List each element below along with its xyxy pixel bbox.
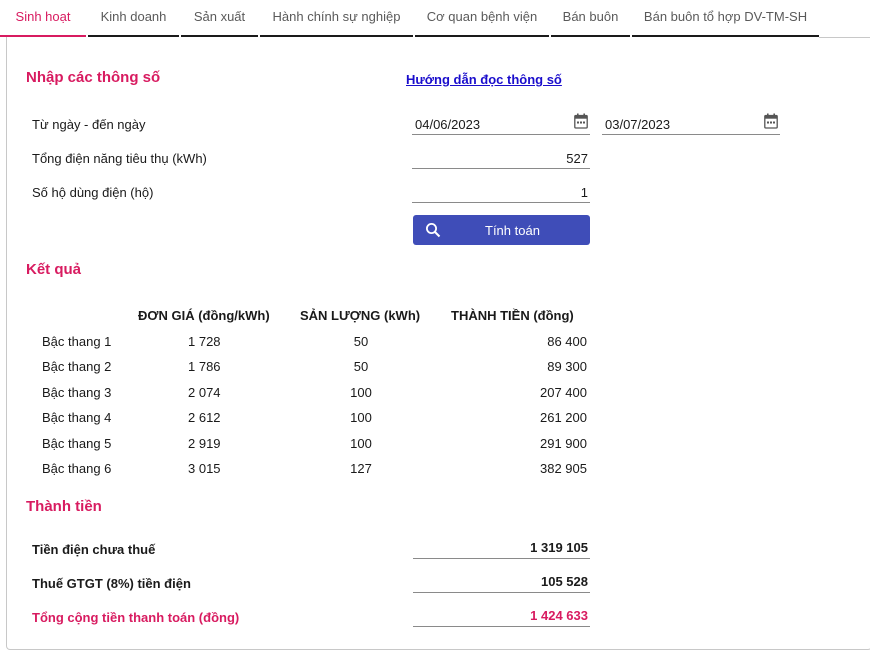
calculate-button-label: Tính toán	[485, 223, 540, 238]
amount-cell: 86 400	[547, 334, 587, 349]
energy-value: 527	[566, 151, 588, 166]
amount-cell: 382 905	[540, 461, 587, 476]
tab-label: Kinh doanh	[100, 9, 167, 24]
households-value: 1	[580, 185, 588, 200]
date-to-field[interactable]	[602, 113, 780, 135]
date-range-label: Từ ngày - đến ngày	[32, 117, 146, 132]
tab-hanh-chinh-su-nghiep[interactable]	[260, 0, 413, 37]
tab-label: Bán buôn tổ hợp DV-TM-SH	[643, 9, 808, 24]
vat-field	[413, 569, 590, 593]
calendar-icon[interactable]	[764, 113, 778, 129]
tier-cell: Bậc thang 5	[42, 436, 112, 451]
tier-cell: Bậc thang 6	[42, 461, 112, 476]
grand-total-label: Tổng cộng tiền thanh toán (đồng)	[32, 610, 240, 625]
amount-cell: 261 200	[540, 410, 587, 425]
header-unit-price: ĐƠN GIÁ (đồng/kWh)	[138, 308, 270, 323]
price-cell: 3 015	[188, 461, 221, 476]
result-section-title: Kết quả	[26, 261, 82, 278]
date-from-field[interactable]	[412, 113, 590, 135]
amount-cell: 89 300	[547, 359, 587, 374]
header-amount: THÀNH TIỀN (đồng)	[451, 308, 574, 323]
price-cell: 1 728	[188, 334, 221, 349]
households-label: Số hộ dùng điện (hộ)	[32, 185, 154, 200]
search-icon	[425, 222, 441, 238]
amount-cell: 291 900	[540, 436, 587, 451]
date-to-value: 03/07/2023	[605, 117, 671, 132]
tab-label: Cơ quan bệnh viện	[426, 9, 538, 24]
tier-cell: Bậc thang 3	[42, 385, 112, 400]
price-cell: 1 786	[188, 359, 221, 374]
tab-kinh-doanh[interactable]	[88, 0, 179, 37]
vat-value: 105 528	[541, 574, 588, 589]
tier-cell: Bậc thang 4	[42, 410, 112, 425]
quantity-cell: 100	[350, 410, 372, 425]
tab-ban-buon[interactable]	[551, 0, 630, 37]
tab-ban-buon-to-hop[interactable]	[632, 0, 819, 37]
calendar-icon[interactable]	[574, 113, 588, 129]
tab-sinh-hoat[interactable]	[0, 0, 86, 37]
grand-total-field	[413, 603, 590, 627]
pretax-field	[413, 535, 590, 559]
pretax-label: Tiền điện chưa thuế	[32, 542, 156, 557]
households-input[interactable]	[412, 181, 590, 203]
input-section-title: Nhập các thông số	[26, 69, 161, 86]
total-section-title: Thành tiền	[26, 498, 102, 515]
quantity-cell: 50	[353, 359, 369, 374]
tab-label: Bán buôn	[562, 9, 619, 24]
tab-co-quan-benh-vien[interactable]	[415, 0, 549, 37]
tab-label: Sản xuất	[193, 9, 246, 24]
price-cell: 2 919	[188, 436, 221, 451]
guide-link[interactable]: Hướng dẫn đọc thông số	[406, 72, 562, 87]
tab-san-xuat[interactable]	[181, 0, 258, 37]
vat-label: Thuế GTGT (8%) tiền điện	[32, 576, 191, 591]
header-quantity: SẢN LƯỢNG (kWh)	[300, 308, 421, 323]
date-from-value: 04/06/2023	[415, 117, 481, 132]
calculate-button[interactable]	[413, 215, 590, 245]
pretax-value: 1 319 105	[530, 540, 588, 555]
grand-total-value: 1 424 633	[530, 608, 588, 623]
quantity-cell: 100	[350, 385, 372, 400]
tier-cell: Bậc thang 1	[42, 334, 112, 349]
price-cell: 2 612	[188, 410, 221, 425]
tier-cell: Bậc thang 2	[42, 359, 112, 374]
energy-label: Tổng điện năng tiêu thụ (kWh)	[32, 151, 207, 166]
quantity-cell: 50	[353, 334, 369, 349]
tab-bar	[0, 0, 870, 37]
price-cell: 2 074	[188, 385, 221, 400]
tab-label: Sinh hoạt	[15, 9, 71, 24]
quantity-cell: 127	[350, 461, 372, 476]
amount-cell: 207 400	[540, 385, 587, 400]
tab-label: Hành chính sự nghiệp	[272, 9, 401, 24]
quantity-cell: 100	[350, 436, 372, 451]
energy-input[interactable]	[412, 147, 590, 169]
